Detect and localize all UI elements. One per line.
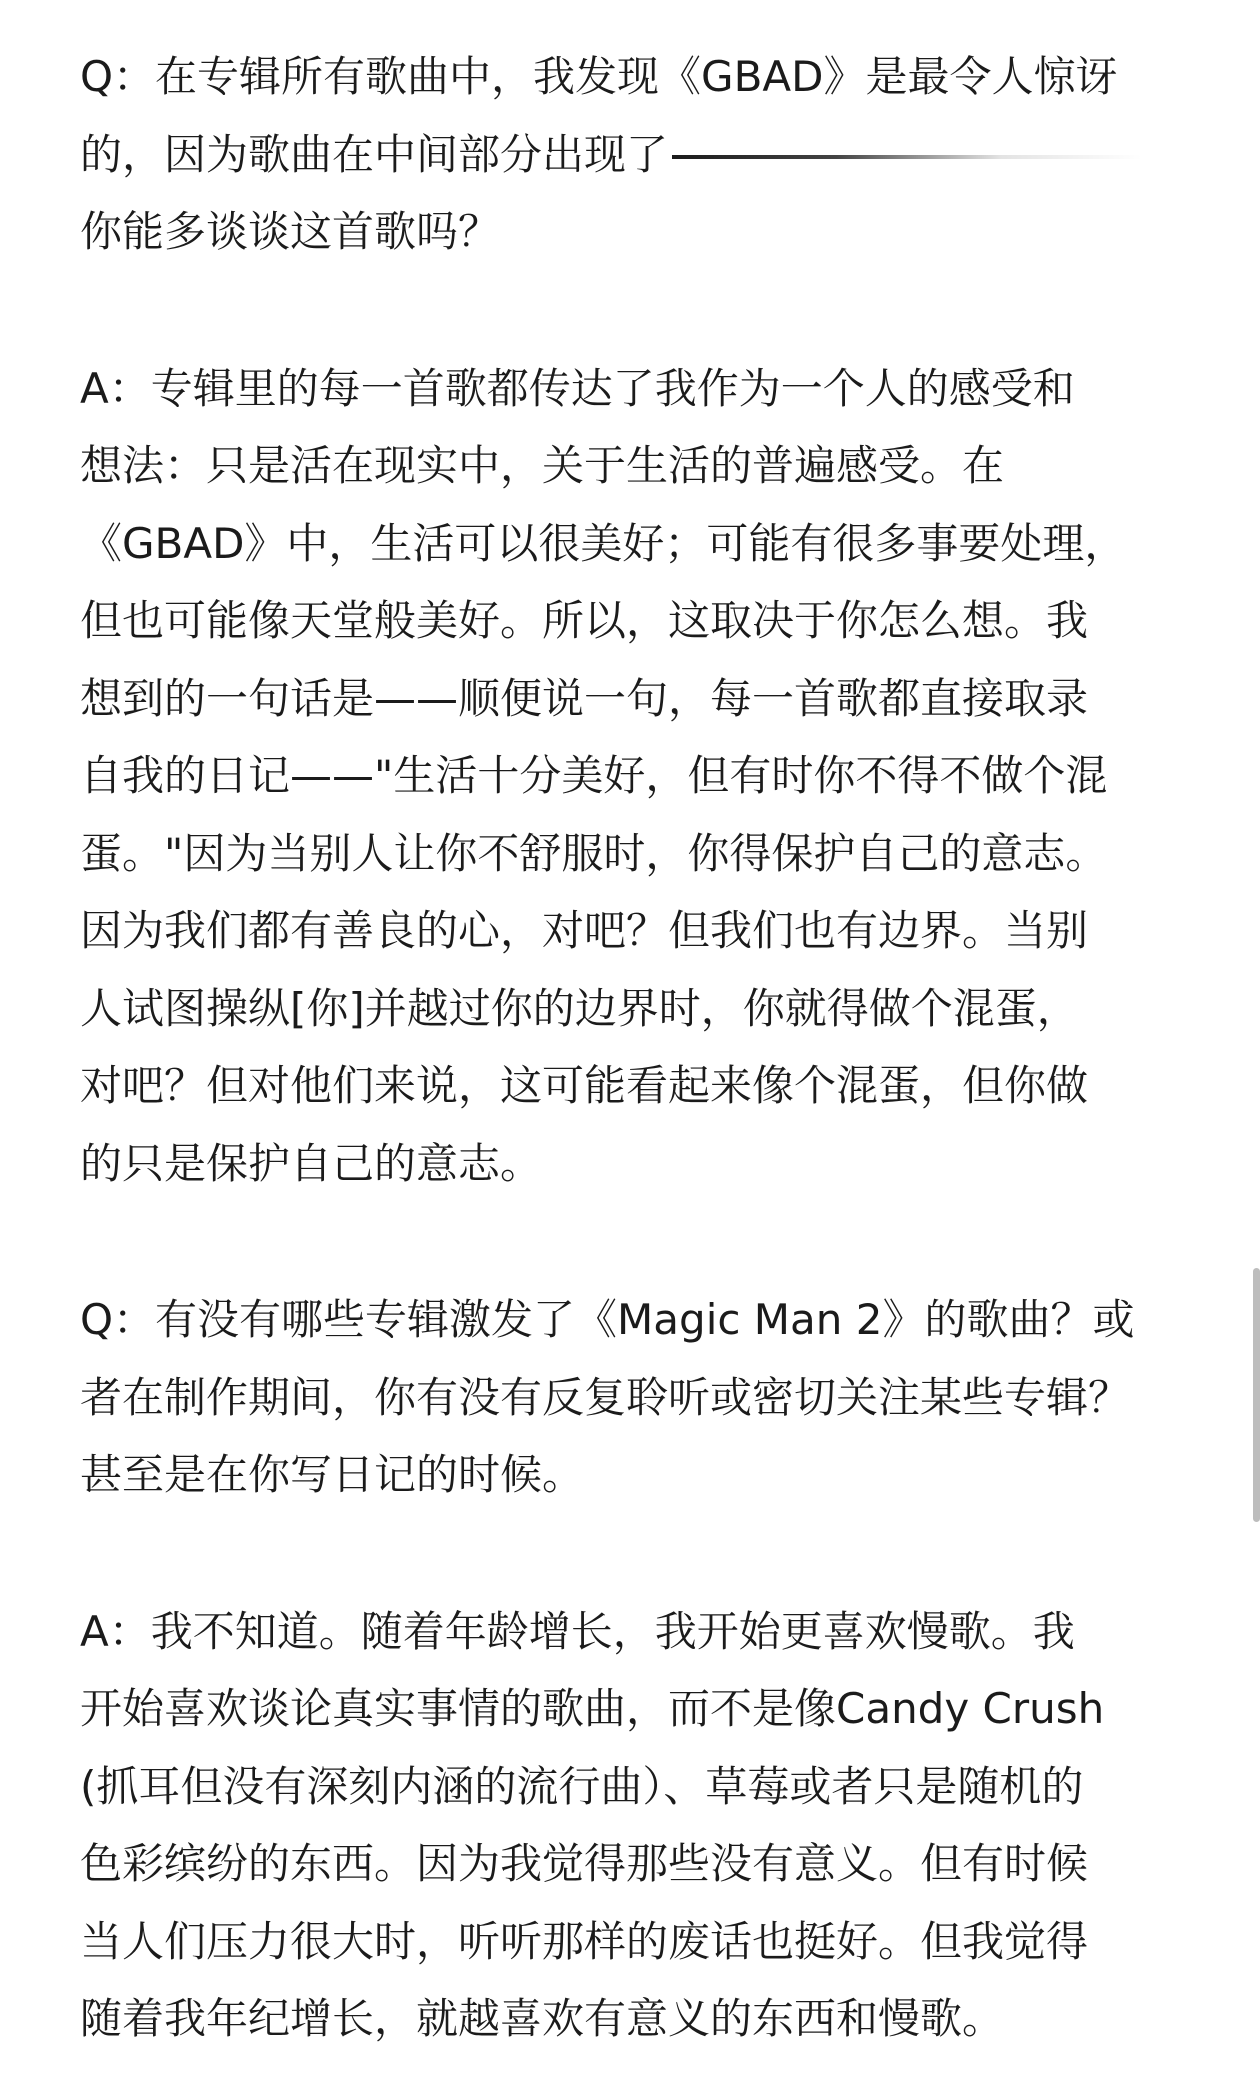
text-line: A：我不知道。随着年龄增长，我开始更喜欢慢歌。我 — [80, 1606, 1075, 1656]
text-line: 当人们压力很大时，听听那样的废话也挺好。但我觉得 — [80, 1916, 1089, 1966]
text-line: 《GBAD》中，生活可以很美好；可能有很多事要处理， — [80, 518, 1127, 568]
paragraph-gap — [80, 271, 1190, 350]
article-body — [80, 38, 1190, 2058]
vertical-scrollbar[interactable] — [1253, 1268, 1260, 1522]
text-line: 甚至是在你写日记的时候。 — [80, 1450, 585, 1499]
text-line: 你能多谈谈这首歌吗？ — [80, 207, 501, 256]
faded-dash-decoration — [672, 155, 1142, 159]
answer-2 — [80, 1593, 1190, 2058]
paragraph-gap — [80, 1202, 1190, 1281]
answer-1 — [80, 350, 1190, 1203]
text-line: 色彩缤纷的东西。因为我觉得那些没有意义。但有时候 — [80, 1839, 1089, 1888]
text-line: 随着我年纪增长，就越喜欢有意义的东西和慢歌。 — [80, 1994, 1005, 2043]
text-line: 人试图操纵[你]并越过你的边界时，你就得做个混蛋， — [80, 983, 1079, 1033]
text-line: 但也可能像天堂般美好。所以，这取决于你怎么想。我 — [80, 596, 1089, 645]
question-2 — [80, 1281, 1190, 1514]
text-line: 者在制作期间，你有没有反复聆听或密切关注某些专辑？ — [80, 1372, 1131, 1422]
text-line: 对吧？但对他们来说，这可能看起来像个混蛋，但你做 — [80, 1061, 1089, 1110]
text-line: 想到的一句话是——顺便说一句，每一首歌都直接取录 — [80, 673, 1089, 723]
text-line: 蛋。"因为当别人让你不舒服时，你得保护自己的意志。 — [80, 828, 1108, 878]
text-line: (抓耳但没有深刻内涵的流行曲）、草莓或者只是随机的 — [80, 1761, 1084, 1811]
paragraph-gap — [80, 1514, 1190, 1593]
text-line: 因为我们都有善良的心，对吧？但我们也有边界。当别 — [80, 906, 1089, 955]
text-line: 的只是保护自己的意志。 — [80, 1138, 543, 1188]
text-line: Q：在专辑所有歌曲中，我发现《GBAD》是最令人惊讶 — [80, 52, 1118, 101]
text-line: 想法：只是活在现实中，关于生活的普遍感受。在 — [80, 441, 1005, 490]
text-line — [80, 116, 1190, 194]
text-line: Q：有没有哪些专辑激发了《Magic Man 2》的歌曲？或 — [80, 1295, 1135, 1344]
text-line-fragment: 的，因为歌曲在中间部分出现了 — [80, 129, 669, 179]
text-line: A：专辑里的每一首歌都传达了我作为一个人的感受和 — [80, 363, 1075, 413]
text-line: 开始喜欢谈论真实事情的歌曲，而不是像Candy Crush — [80, 1684, 1105, 1733]
question-1 — [80, 38, 1190, 271]
text-line: 自我的日记——"生活十分美好，但有时你不得不做个混 — [80, 751, 1108, 800]
